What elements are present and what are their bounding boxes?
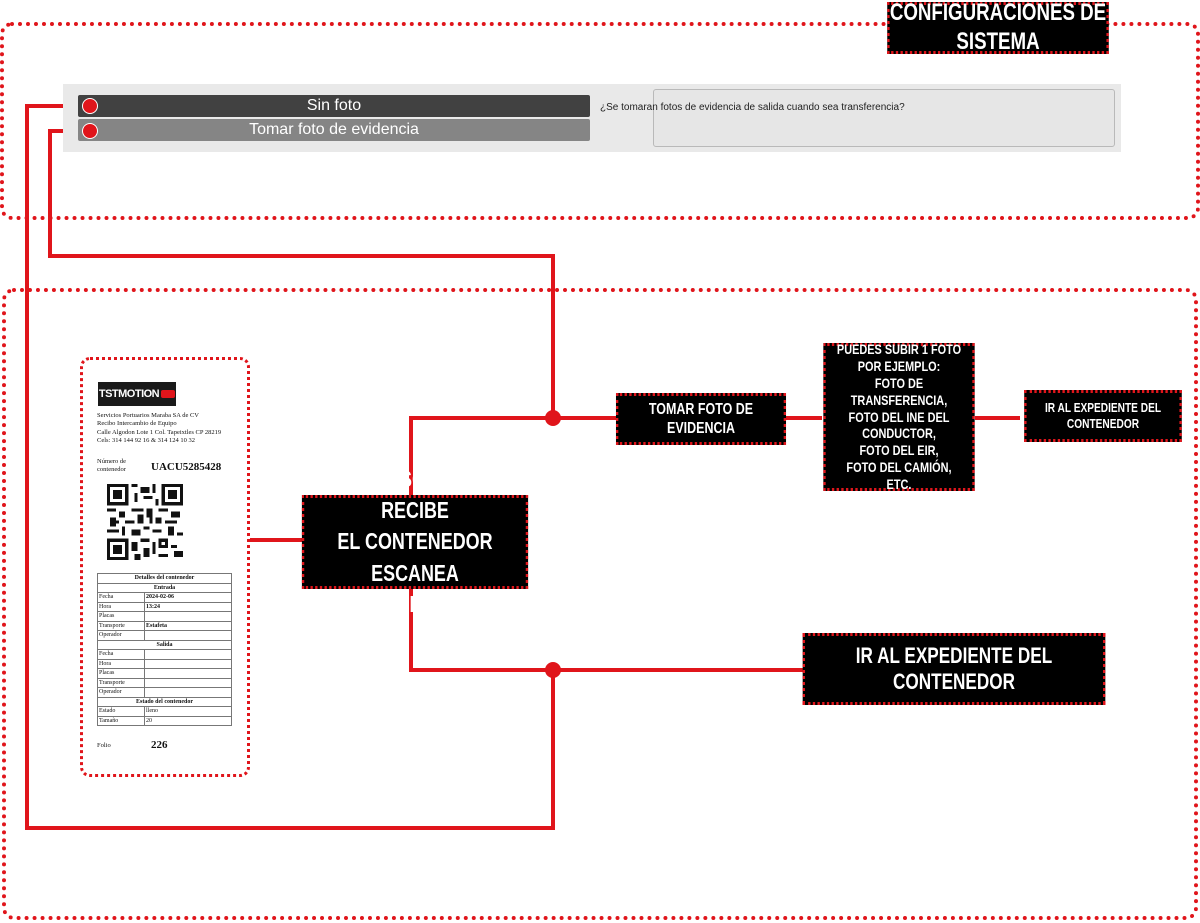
company-line: Servicios Portuarios Maraba SA de CV — [97, 412, 200, 419]
table-section-estado: Estado del contenedor — [98, 697, 232, 707]
company-line: Calle Algodon Lote 1 Col. Tapeixtles CP 28219 — [97, 428, 222, 436]
table-row — [98, 602, 232, 612]
row-label: Transporte — [98, 678, 145, 688]
ir-expediente-small-box — [1024, 390, 1182, 442]
table-row — [98, 716, 232, 726]
ir-expediente-big-box — [803, 633, 1106, 705]
junction-bottom — [545, 662, 561, 678]
row-value — [145, 631, 232, 641]
table-row — [98, 678, 232, 688]
row-label: Hora — [98, 602, 145, 612]
row-label: Tamaño — [98, 716, 145, 726]
tomar-foto-button[interactable]: Tomar foto de evidencia — [78, 119, 590, 141]
row-value — [145, 678, 232, 688]
company-line: Cels: 314 144 92 16 & 314 124 10 32 — [97, 437, 196, 445]
config-description-box — [653, 89, 1115, 147]
sin-foto-button[interactable]: Sin foto — [78, 95, 590, 117]
eir-document — [80, 357, 250, 777]
row-label: Fecha — [98, 650, 145, 660]
logo-text: TSTMOTION — [98, 388, 160, 400]
config-title — [887, 2, 1109, 54]
eir-details-table — [97, 573, 232, 726]
row-value: 20 — [145, 716, 232, 726]
row-value: lleno — [145, 707, 232, 717]
marker-dot-tomar-foto — [82, 123, 98, 139]
qr-code-icon — [107, 484, 183, 560]
row-value: 2024-02-06 — [145, 593, 232, 603]
row-label: Hora — [98, 659, 145, 669]
row-label: Estado — [98, 707, 145, 717]
row-label: Operador — [98, 688, 145, 698]
table-row — [98, 612, 232, 622]
folio-value: 226 — [151, 739, 168, 751]
marker-dot-sin-foto — [82, 98, 98, 114]
table-row — [98, 650, 232, 660]
table-row — [98, 621, 232, 631]
row-value — [145, 659, 232, 669]
row-label: Operador — [98, 631, 145, 641]
config-question: ¿Se tomaran fotos de evidencia de salida cuando sea transferencia? — [600, 102, 905, 113]
tst-motion-logo — [98, 382, 176, 406]
ir-expediente-big-text: IR AL EXPEDIENTE DEL CONTENEDOR — [855, 642, 1053, 694]
table-row — [98, 688, 232, 698]
table-row — [98, 593, 232, 603]
row-value: Estafeta — [145, 621, 232, 631]
table-row — [98, 659, 232, 669]
row-label: Fecha — [98, 593, 145, 603]
row-value: 13:24 — [145, 602, 232, 612]
junction-top — [545, 410, 561, 426]
table-title: Detalles del contenedor — [98, 574, 232, 584]
row-value — [145, 612, 232, 622]
tomar-foto-text: TOMAR FOTO DE EVIDENCIA — [648, 400, 754, 437]
row-label: Placas — [98, 612, 145, 622]
row-label: Transporte — [98, 621, 145, 631]
row-value — [145, 669, 232, 679]
table-row — [98, 631, 232, 641]
eir-company-info — [97, 412, 221, 446]
scan-qr-text: LA PERSONA QUE RECIBE EL CONTENEDOR ESCANEA EL QR DEL EIR — [334, 466, 496, 617]
company-line: Recibo Intercambio de Equipo — [97, 420, 177, 428]
tomar-foto-box — [616, 393, 786, 445]
table-section-salida: Salida — [98, 640, 232, 650]
row-value — [145, 688, 232, 698]
row-value — [145, 650, 232, 660]
folio-label: Folio — [97, 742, 111, 749]
ir-expediente-small-text: IR AL EXPEDIENTE DEL CONTENEDOR — [1044, 400, 1162, 431]
row-label: Placas — [98, 669, 145, 679]
table-section-entrada: Entrada — [98, 583, 232, 593]
numero-contenedor: UACU5285428 — [151, 461, 222, 473]
puedes-subir-box — [823, 343, 974, 491]
config-title-text: CONFIGURACIONES DE SISTEMA — [889, 0, 1107, 55]
table-row — [98, 707, 232, 717]
scan-qr-box — [302, 466, 528, 617]
table-row — [98, 669, 232, 679]
logo-badge-icon — [161, 390, 175, 398]
puedes-subir-text: PUEDES SUBIR 1 FOTO POR EJEMPLO: FOTO DE TRANSFERENCIA, FOTO DEL INE DEL CONDUCTOR, FOTO DEL EIR, FOTO DEL CAMIÓN, ETC. — [836, 341, 962, 492]
numero-label: Número de contenedor — [97, 458, 127, 473]
